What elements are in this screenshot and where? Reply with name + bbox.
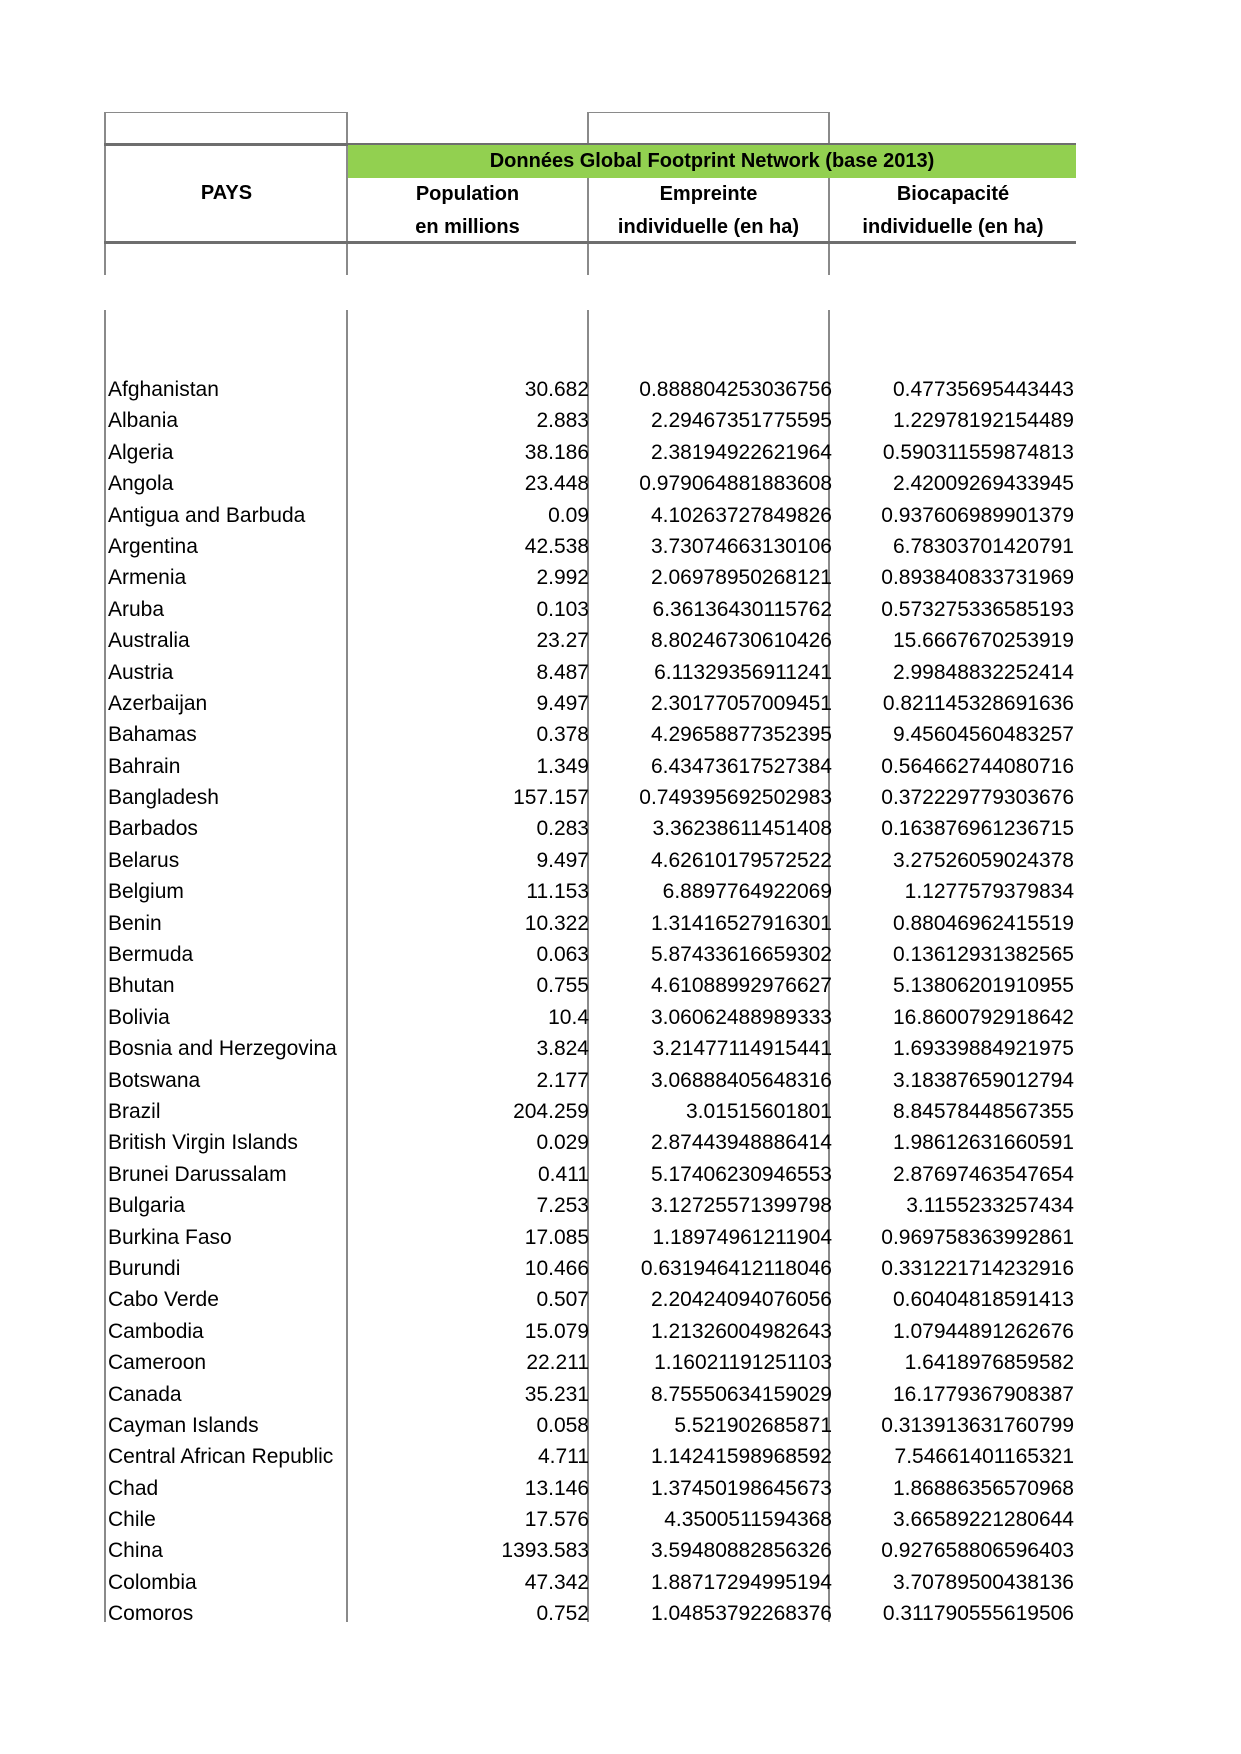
empreinte-cell: 3.73074663130106 (650, 534, 832, 558)
empreinte-cell: 4.61088992976627 (650, 974, 832, 998)
empreinte-cell: 6.8897764922069 (662, 880, 832, 904)
table-row (105, 876, 1077, 907)
empreinte-cell: 6.36136430115762 (652, 597, 832, 621)
empreinte-cell: 6.43473617527384 (650, 754, 832, 778)
population-cell: 0.378 (536, 723, 589, 747)
population-header (348, 178, 587, 244)
population-cell: 42.538 (524, 534, 589, 558)
empreinte-cell: 3.59480882856326 (650, 1539, 832, 1563)
biocapacite-cell: 2.42009269433945 (892, 472, 1074, 496)
country-cell: Cameroon (108, 1351, 207, 1375)
table-row (105, 531, 1077, 562)
country-cell: British Virgin Islands (108, 1131, 298, 1155)
empreinte-cell: 2.30177057009451 (650, 691, 832, 715)
population-cell: 0.09 (548, 503, 589, 527)
biocapacite-cell: 0.13612931382565 (892, 943, 1074, 967)
population-cell: 7.253 (536, 1194, 589, 1218)
population-cell: 0.752 (536, 1602, 589, 1626)
grid-line (104, 112, 348, 113)
country-cell: China (108, 1539, 163, 1563)
biocapacite-cell: 0.372229779303676 (881, 786, 1074, 810)
population-cell: 23.27 (536, 629, 589, 653)
biocapacite-cell: 6.78303701420791 (892, 534, 1074, 558)
country-cell: Benin (108, 911, 162, 935)
table-row (105, 1253, 1077, 1284)
table-row (105, 657, 1077, 688)
table-row (105, 1127, 1077, 1158)
biocapacite-cell: 0.313913631760799 (881, 1413, 1074, 1437)
empreinte-cell: 1.31416527916301 (650, 911, 832, 935)
biocapacite-cell: 0.564662744080716 (881, 754, 1074, 778)
biocapacite-cell: 0.60404818591413 (892, 1288, 1074, 1312)
empreinte-cell: 1.21326004982643 (650, 1319, 832, 1343)
population-cell: 0.058 (536, 1413, 589, 1437)
population-cell: 9.497 (536, 691, 589, 715)
empreinte-cell: 8.75550634159029 (650, 1382, 832, 1406)
table-row (105, 1410, 1077, 1441)
table-row (105, 1379, 1077, 1410)
table-row (105, 908, 1077, 939)
population-cell: 0.029 (536, 1131, 589, 1155)
table-row (105, 1033, 1077, 1064)
biocapacite-cell: 7.54661401165321 (894, 1445, 1074, 1469)
empreinte-cell: 4.29658877352395 (650, 723, 832, 747)
empreinte-cell: 1.04853792268376 (650, 1602, 832, 1626)
population-cell: 2.177 (536, 1068, 589, 1092)
population-cell: 0.283 (536, 817, 589, 841)
country-cell: Bahamas (108, 723, 197, 747)
country-cell: Barbados (108, 817, 198, 841)
table-row (105, 1316, 1077, 1347)
table-row (105, 562, 1077, 593)
biocapacite-cell: 1.1277579379834 (904, 880, 1074, 904)
empreinte-cell: 0.631946412118046 (640, 1256, 832, 1280)
country-cell: Cabo Verde (108, 1288, 219, 1312)
data-table (105, 374, 1077, 1630)
empreinte-cell: 1.16021191251103 (654, 1351, 832, 1375)
population-cell: 10.4 (548, 1005, 589, 1029)
country-cell: Argentina (108, 534, 198, 558)
empreinte-cell: 0.749395692502983 (639, 786, 832, 810)
country-cell: Colombia (108, 1570, 197, 1594)
empreinte-cell: 5.17406230946553 (650, 1162, 832, 1186)
empreinte-cell: 3.36238611451408 (652, 817, 832, 841)
table-row (105, 500, 1077, 531)
biocapacite-cell: 0.88046962415519 (892, 911, 1074, 935)
country-cell: Australia (108, 629, 190, 653)
biocapacite-header-line1: Biocapacité (896, 183, 1010, 205)
country-cell: Algeria (108, 440, 174, 464)
table-row (105, 719, 1077, 750)
table-row (105, 970, 1077, 1001)
empreinte-cell: 3.12725571399798 (650, 1194, 832, 1218)
table-row (105, 1096, 1077, 1127)
table-row (105, 594, 1077, 625)
table-row (105, 1065, 1077, 1096)
biocapacite-cell: 0.937606989901379 (881, 503, 1074, 527)
population-cell: 38.186 (524, 440, 589, 464)
table-row (105, 1598, 1077, 1629)
country-cell: Bolivia (108, 1005, 170, 1029)
population-cell: 17.576 (524, 1508, 589, 1532)
empreinte-cell: 6.11329356911241 (654, 660, 832, 684)
empreinte-cell: 1.88717294995194 (650, 1570, 832, 1594)
biocapacite-cell: 0.969758363992861 (881, 1225, 1074, 1249)
population-header-line2: en millions (415, 216, 520, 238)
source-title: Données Global Footprint Network (base 2013) (489, 150, 935, 172)
biocapacite-cell: 2.87697463547654 (892, 1162, 1074, 1186)
biocapacite-cell: 3.66589221280644 (892, 1508, 1074, 1532)
population-cell: 2.883 (536, 409, 589, 433)
population-cell: 2.992 (536, 566, 589, 590)
empreinte-cell: 2.38194922621964 (650, 440, 832, 464)
biocapacite-cell: 1.98612631660591 (892, 1131, 1074, 1155)
population-cell: 1393.583 (501, 1539, 589, 1563)
country-cell: Albania (108, 409, 179, 433)
table-row (105, 688, 1077, 719)
biocapacite-cell: 0.573275336585193 (881, 597, 1074, 621)
empreinte-cell: 5.87433616659302 (650, 943, 832, 967)
table-row (105, 1159, 1077, 1190)
empreinte-cell: 5.521902685871 (674, 1413, 832, 1437)
biocapacite-cell: 5.13806201910955 (892, 974, 1074, 998)
table-row (105, 845, 1077, 876)
biocapacite-cell: 16.1779367908387 (892, 1382, 1074, 1406)
country-cell: Bangladesh (108, 786, 219, 810)
empreinte-cell: 3.01515601801 (686, 1099, 832, 1123)
table-row (105, 1284, 1077, 1315)
table-row (105, 813, 1077, 844)
population-cell: 10.466 (524, 1256, 589, 1280)
country-cell: Cayman Islands (108, 1413, 259, 1437)
population-cell: 8.487 (536, 660, 589, 684)
population-cell: 0.063 (536, 943, 589, 967)
biocapacite-cell: 0.893840833731969 (881, 566, 1074, 590)
empreinte-header-line1: Empreinte (659, 183, 758, 205)
population-cell: 30.682 (524, 378, 589, 401)
empreinte-cell: 4.3500511594368 (664, 1508, 832, 1532)
empreinte-cell: 4.10263727849826 (650, 503, 832, 527)
population-cell: 22.211 (526, 1351, 589, 1375)
biocapacite-cell: 0.331221714232916 (881, 1256, 1074, 1280)
population-cell: 47.342 (524, 1570, 589, 1594)
country-cell: Cambodia (108, 1319, 204, 1343)
biocapacite-cell: 3.1155233257434 (906, 1194, 1074, 1218)
country-cell: Central African Republic (108, 1445, 334, 1469)
table-row (105, 1535, 1077, 1566)
country-cell: Antigua and Barbuda (108, 503, 306, 527)
empreinte-cell: 2.87443948886414 (650, 1131, 832, 1155)
country-cell: Aruba (108, 597, 165, 621)
biocapacite-cell: 9.45604560483257 (892, 723, 1074, 747)
population-cell: 15.079 (524, 1319, 589, 1343)
biocapacite-cell: 8.84578448567355 (892, 1099, 1074, 1123)
empreinte-header-line2: individuelle (en ha) (617, 216, 800, 238)
table-row (105, 1347, 1077, 1378)
country-cell: Belgium (108, 880, 184, 904)
country-cell: Botswana (108, 1068, 201, 1092)
country-cell: Afghanistan (108, 378, 219, 401)
population-header-line1: Population (415, 183, 520, 205)
country-cell: Belarus (108, 848, 180, 872)
biocapacite-cell: 1.69339884921975 (892, 1037, 1074, 1061)
country-cell: Chile (108, 1508, 156, 1532)
table-row (105, 1473, 1077, 1504)
empreinte-header (589, 178, 828, 244)
country-cell: Bulgaria (108, 1194, 186, 1218)
table-row (105, 1441, 1077, 1472)
empreinte-cell: 2.20424094076056 (650, 1288, 832, 1312)
population-cell: 3.824 (536, 1037, 589, 1061)
biocapacite-cell: 1.07944891262676 (892, 1319, 1074, 1343)
empreinte-cell: 1.37450198645673 (650, 1476, 832, 1500)
source-header-band (348, 145, 1076, 178)
population-cell: 10.322 (524, 911, 589, 935)
population-cell: 23.448 (524, 472, 589, 496)
biocapacite-cell: 3.70789500438136 (892, 1570, 1074, 1594)
population-cell: 0.507 (536, 1288, 589, 1312)
empreinte-cell: 8.80246730610426 (650, 629, 832, 653)
country-cell: Bermuda (108, 943, 194, 967)
table-row (105, 1222, 1077, 1253)
empreinte-cell: 1.18974961211904 (652, 1225, 832, 1249)
country-cell: Austria (108, 660, 174, 684)
empreinte-cell: 0.888804253036756 (639, 378, 832, 401)
biocapacite-cell: 1.86886356570968 (892, 1476, 1074, 1500)
empreinte-cell: 0.979064881883608 (639, 472, 832, 496)
pays-header: PAYS (200, 182, 253, 204)
table-row (105, 625, 1077, 656)
biocapacite-cell: 0.47735695443443 (892, 378, 1074, 401)
country-cell: Bhutan (108, 974, 175, 998)
country-cell: Brunei Darussalam (108, 1162, 287, 1186)
biocapacite-cell: 0.311790555619506 (882, 1602, 1074, 1626)
population-cell: 4.711 (538, 1445, 589, 1469)
biocapacite-cell: 3.18387659012794 (892, 1068, 1074, 1092)
biocapacite-header-line2: individuelle (en ha) (862, 216, 1044, 238)
country-cell: Angola (108, 472, 174, 496)
biocapacite-cell: 2.99848832252414 (892, 660, 1074, 684)
country-cell: Bosnia and Herzegovina (108, 1037, 337, 1061)
population-cell: 0.411 (538, 1162, 589, 1186)
country-cell: Armenia (108, 566, 187, 590)
biocapacite-cell: 1.22978192154489 (892, 409, 1074, 433)
empreinte-cell: 1.14241598968592 (650, 1445, 832, 1469)
table-row (105, 939, 1077, 970)
table-row (105, 468, 1077, 499)
population-cell: 0.755 (536, 974, 589, 998)
biocapacite-cell: 0.163876961236715 (881, 817, 1074, 841)
population-cell: 11.153 (526, 880, 589, 904)
table-row (105, 751, 1077, 782)
country-cell: Comoros (108, 1602, 194, 1626)
empreinte-cell: 4.62610179572522 (650, 848, 832, 872)
population-cell: 35.231 (524, 1382, 589, 1406)
biocapacite-cell: 3.27526059024378 (892, 848, 1074, 872)
empreinte-cell: 2.06978950268121 (650, 566, 832, 590)
empreinte-cell: 3.06888405648316 (650, 1068, 832, 1092)
biocapacite-header (830, 178, 1076, 244)
empreinte-cell: 3.06062488989333 (650, 1005, 832, 1029)
biocapacite-cell: 16.8600792918642 (892, 1005, 1074, 1029)
table-row (105, 1190, 1077, 1221)
country-cell: Azerbaijan (108, 691, 208, 715)
table-row (105, 782, 1077, 813)
table-row (105, 405, 1077, 436)
country-cell: Chad (108, 1476, 159, 1500)
biocapacite-cell: 0.927658806596403 (881, 1539, 1074, 1563)
table-row (105, 1002, 1077, 1033)
population-cell: 17.085 (524, 1225, 589, 1249)
biocapacite-cell: 1.6418976859582 (904, 1351, 1074, 1375)
table-row (105, 1504, 1077, 1535)
country-cell: Burkina Faso (108, 1225, 232, 1249)
grid-line (587, 112, 830, 113)
country-cell: Bahrain (108, 754, 181, 778)
table-row (105, 374, 1077, 405)
country-cell: Burundi (108, 1256, 181, 1280)
population-cell: 0.103 (536, 597, 589, 621)
biocapacite-cell: 15.6667670253919 (892, 629, 1074, 653)
table-row (105, 437, 1077, 468)
biocapacite-cell: 0.821145328691636 (882, 691, 1074, 715)
biocapacite-cell: 0.590311559874813 (882, 440, 1074, 464)
country-cell: Canada (108, 1382, 182, 1406)
population-cell: 9.497 (536, 848, 589, 872)
country-cell: Brazil (108, 1099, 161, 1123)
population-cell: 1.349 (536, 754, 589, 778)
empreinte-cell: 3.21477114915441 (652, 1037, 832, 1061)
population-cell: 204.259 (513, 1099, 589, 1123)
empreinte-cell: 2.29467351775595 (650, 409, 832, 433)
population-cell: 13.146 (524, 1476, 589, 1500)
table-row (105, 1567, 1077, 1598)
population-cell: 157.157 (513, 786, 589, 810)
